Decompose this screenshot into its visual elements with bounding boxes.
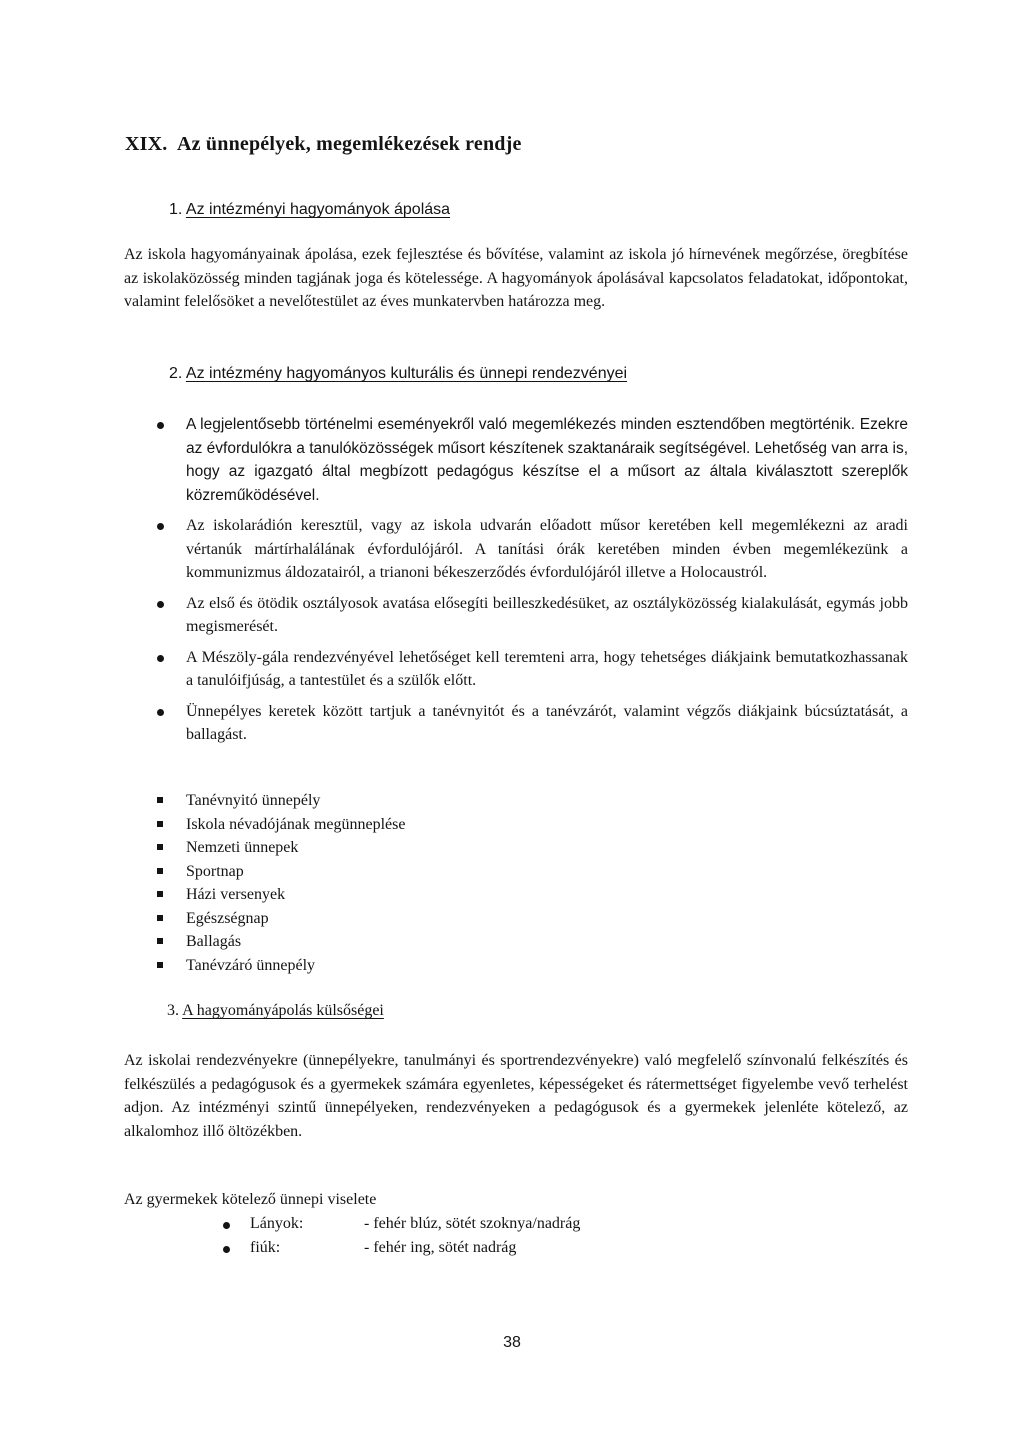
section-2-heading xyxy=(169,365,627,383)
square-bullet-icon xyxy=(157,915,163,921)
square-bullet-icon xyxy=(157,938,163,944)
bullet-icon xyxy=(157,523,164,530)
square-bullet-icon xyxy=(157,891,163,897)
section-1-number: 1. xyxy=(169,201,183,218)
chapter-number: XIX. xyxy=(125,133,168,155)
chapter-title-text: Az ünnepélyek, megemlékezések rendje xyxy=(177,133,522,155)
section-3-heading xyxy=(167,1002,384,1020)
bullet-icon xyxy=(157,422,164,429)
square-bullet-icon xyxy=(157,868,163,874)
section-2-number: 2. xyxy=(169,365,183,382)
list-item xyxy=(186,646,908,693)
square-bullet-icon xyxy=(157,821,163,827)
list-item xyxy=(186,592,908,639)
bullet-icon xyxy=(157,709,164,716)
bullet-icon xyxy=(223,1246,230,1253)
square-bullet-icon xyxy=(157,797,163,803)
event-item xyxy=(186,789,686,813)
dress-code-group: fiúk: xyxy=(250,1238,281,1256)
section-3-number: 3. xyxy=(167,1002,179,1019)
dress-code-outfit: - fehér ing, sötét nadrág xyxy=(364,1238,517,1256)
list-item xyxy=(186,514,908,585)
event-list xyxy=(186,789,686,977)
event-label: Sportnap xyxy=(186,862,244,880)
list-item xyxy=(186,413,908,507)
event-item xyxy=(186,954,686,978)
section-1-heading xyxy=(169,201,450,219)
list-item xyxy=(186,700,908,747)
event-label: Ballagás xyxy=(186,933,242,950)
section-3-paragraph: Az iskolai rendezvényekre (ünnepélyekre, tanulmányi és sportrendezvényekre) való megfelelő színvonalú felkészítés és felkészülés a pedagógusok és a gyermekek számára egyenletes, képességeket és rátermettséget figyelembe vevő terhelést adjon. Az intézményi szintű ünnepélyeken, rendezvényeken a pedagógusok és a gyermekek jelenléte kötelező, az alkalomhoz illő öltözékben. xyxy=(124,1052,908,1140)
section-1-title: Az intézményi hagyományok ápolása xyxy=(185,201,451,218)
dress-code-outfit: - fehér blúz, sötét szoknya/nadrág xyxy=(364,1215,581,1232)
bullet-icon xyxy=(223,1222,230,1229)
section-3-title: A hagyományápolás külsőségei xyxy=(182,1002,384,1019)
list-item-text: Az első és ötödik osztályosok avatása elősegíti beilleszkedésüket, az osztályközösség kialakulását, egymás jobb megismerését. xyxy=(186,594,908,635)
list-item-text: Ünnepélyes keretek között tartjuk a tanévnyitót és a tanévzárót, valamint végzős diákjaink búcsúztatását, a ballagást. xyxy=(186,702,908,743)
dress-code-row xyxy=(250,1215,770,1239)
event-label: Házi versenyek xyxy=(186,886,286,903)
dress-code-group: Lányok: xyxy=(250,1215,304,1232)
event-item xyxy=(186,860,686,884)
event-label: Tanévnyitó ünnepély xyxy=(186,792,321,809)
event-item xyxy=(186,907,686,931)
event-label: Iskola névadójának megünneplése xyxy=(186,815,406,833)
section-1-paragraph: Az iskola hagyományainak ápolása, ezek fejlesztése és bővítése, valamint az iskola jó hírnevének megőrzése, öregbítése az iskolaközösség minden tagjának joga és kötelessége. A hagyományok ápolásával kapcsolatos feladatokat, időpontokat, valamint felelősöket a nevelőtestület az éves munkatervben határozza meg. xyxy=(124,246,908,310)
section-2-title: Az intézmény hagyományos kulturális és ünnepi rendezvényei xyxy=(185,365,628,382)
list-item-text: A Mészöly-gála rendezvényével lehetőséget kell teremteni arra, hogy tehetséges diákjaink bemutatkozhassanak a tanulóifjúság, a tantestület és a szülők előtt. xyxy=(186,648,908,689)
dress-code-list xyxy=(250,1215,770,1262)
bullet-icon xyxy=(157,601,164,608)
list-item-text: A legjelentősebb történelmi eseményekről való megemlékezés minden esztendőben megtörténik. Ezekre az évfordulókra a tanulóközösségek műsort készítenek szaktanáraik segítségével. Lehetőség van arra is, hogy az igazgató által megbízott pedagógus készítse el a műsort az általa kiválasztott szereplők közreműködésével. xyxy=(186,416,909,504)
event-item xyxy=(186,813,686,837)
event-item xyxy=(186,883,686,907)
chapter-title xyxy=(125,133,522,156)
dress-code-intro: Az gyermekek kötelező ünnepi viselete xyxy=(124,1191,377,1208)
event-item xyxy=(186,930,686,954)
bullet-icon xyxy=(157,655,164,662)
tradition-bullet-list xyxy=(186,413,908,747)
event-item xyxy=(186,836,686,860)
page-number: 38 xyxy=(503,1334,521,1351)
square-bullet-icon xyxy=(157,844,163,850)
event-label: Nemzeti ünnepek xyxy=(186,839,299,856)
list-item-text: Az iskolarádión keresztül, vagy az iskola udvarán előadott műsor keretében kell megemlékezni az aradi vértanúk mártírhalálának évfordulójáról. A tanítási órák keretében minden évben megemlékezünk a kommunizmus áldozatairól, a trianoni békeszerződés évfordulójáról illetve a Holocaustról. xyxy=(186,517,908,581)
square-bullet-icon xyxy=(157,962,163,968)
event-label: Egészségnap xyxy=(186,909,269,927)
dress-code-row xyxy=(250,1239,770,1263)
event-label: Tanévzáró ünnepély xyxy=(186,956,316,974)
